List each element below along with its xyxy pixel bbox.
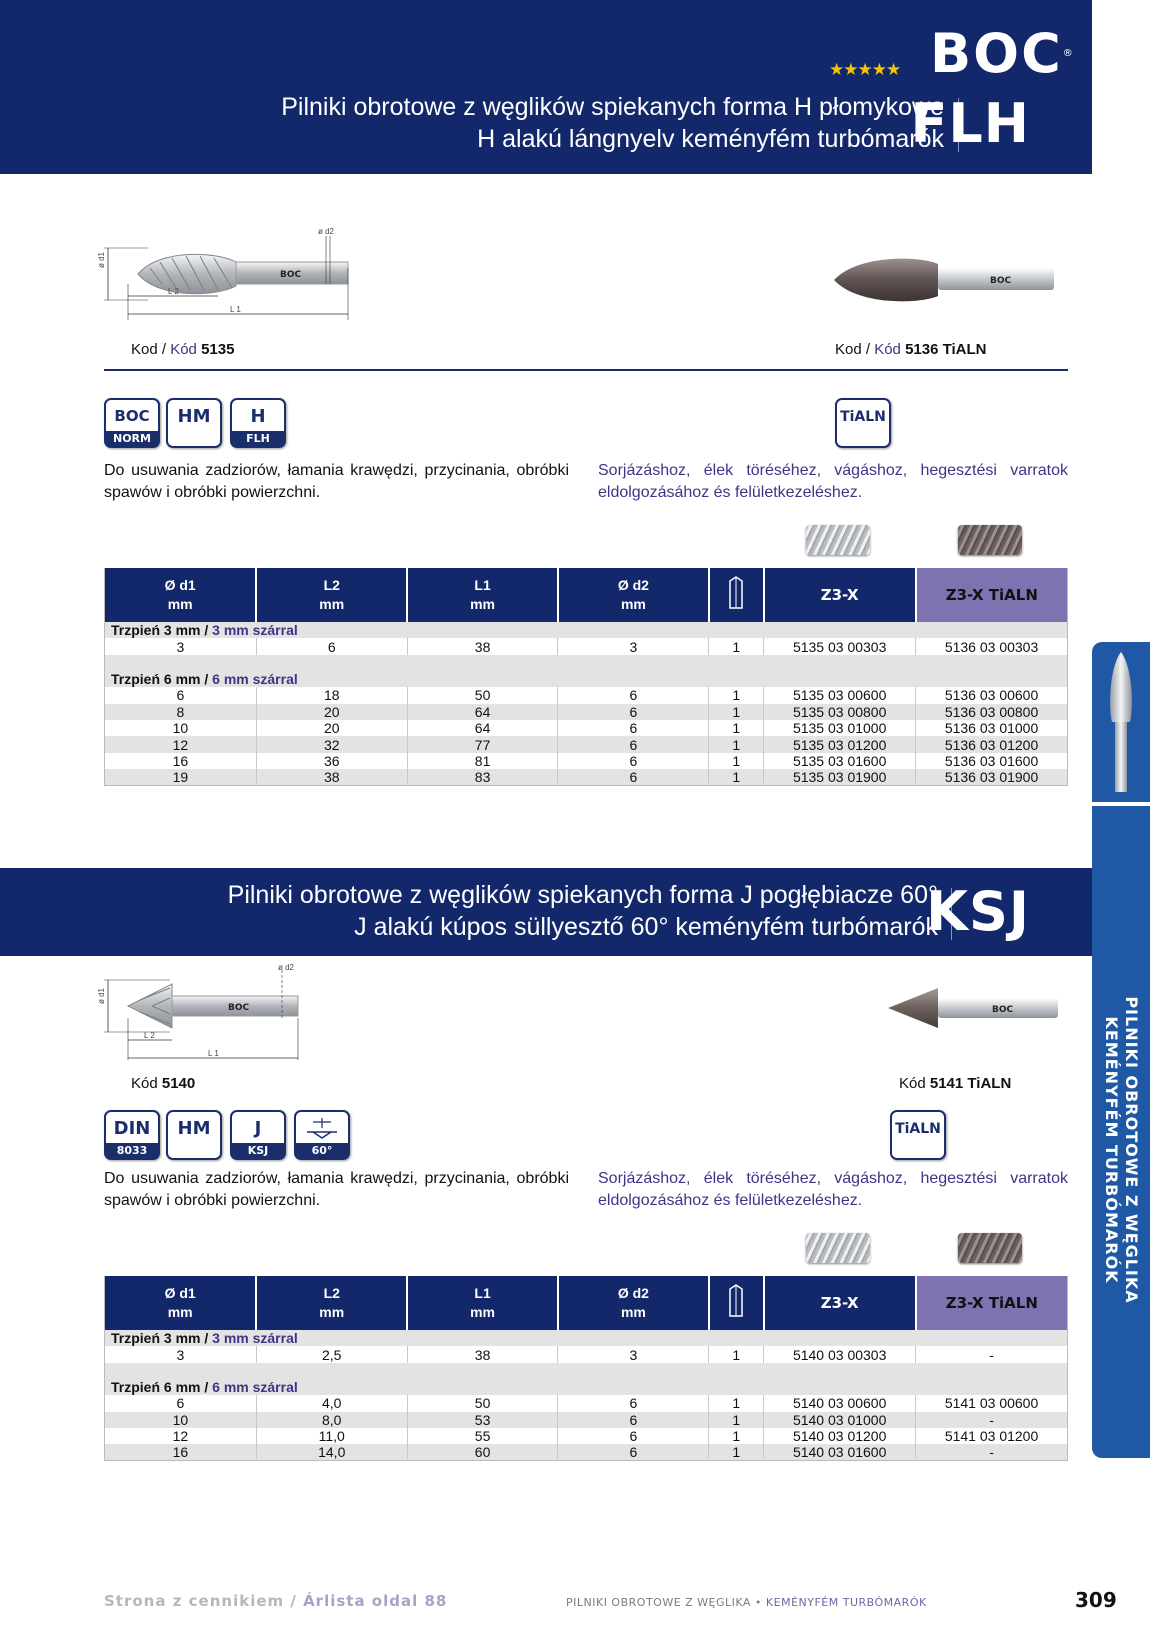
caption-code-right: Kód 5141 TiALN [899, 1075, 1012, 1092]
description-hu: Sorjázáshoz, élek töréséhez, vágáshoz, hegesztési varratok eldolgozásához és felületkezeléshez. [598, 1170, 1068, 1209]
table-row: 16 14,0 60 6 1 5140 03 01600 - [105, 1444, 1068, 1461]
footer-price-list-ref: Strona z cennikiem / Árlista oldal 88 [104, 1592, 448, 1610]
dim-label-d2: ø d2 [318, 227, 335, 236]
badge-tialn: TiALN [835, 398, 891, 448]
caption-code-right: Kod / Kód 5136 TiALN [835, 341, 987, 358]
tool-mark: BOC [228, 1003, 250, 1013]
col-header-l2: L2 mm [256, 1276, 407, 1330]
table-row: 12 11,0 55 6 1 5140 03 01200 5141 03 01200 [105, 1428, 1068, 1444]
description-hu: Sorjázáshoz, élek töréséhez, vágáshoz, hegesztési varratok eldolgozásához és felületkezeléshez. [598, 462, 1068, 501]
title-hu: J alakú kúpos süllyesztő 60° keményfém turbómarók [354, 913, 938, 941]
col-header-z3x-tialn: Z3-X TiALN [916, 568, 1068, 622]
badge-h-flh: H FLH [230, 398, 286, 448]
col-header-l1: L1 mm [407, 1276, 558, 1330]
badge-tialn: TiALN [890, 1110, 946, 1160]
side-tab-text: PILNIKI OBROTOWE Z WĘGLIKA KEMÉNYFÉM TURBÓMARÓK [1102, 996, 1141, 1304]
rating-stars: ★★★★★ [829, 60, 901, 79]
dim-label-d1: ø d1 [97, 987, 106, 1004]
table-row: 12 32 77 6 1 5135 03 01200 5136 03 01200 [105, 736, 1068, 752]
dim-label-l1: L 1 [208, 1049, 219, 1058]
tool-mark: BOC [280, 270, 302, 280]
col-header-z3x: Z3-X [764, 1276, 916, 1330]
title-hu: H alakú lángnyelv keményfém turbómarók [477, 125, 944, 153]
brand-logo [930, 22, 1075, 85]
header-banner-ksj [0, 868, 1092, 956]
col-header-d1: Ø d1 mm [105, 1276, 257, 1330]
countersink-icon [296, 1112, 348, 1144]
badge-hm: HM [166, 1110, 222, 1160]
product-table-ksj [104, 1276, 1068, 1461]
coating-swatch-silver [806, 525, 870, 555]
tool-drawing-5135 [97, 227, 380, 338]
col-header-d2: Ø d2 mm [558, 568, 709, 622]
tool-photo-5136 [828, 250, 1068, 310]
table-group-row: Trzpień 6 mm / 6 mm szárral [105, 1379, 1068, 1395]
section-code: KSJ [926, 880, 1030, 943]
description-pl: Do usuwania zadziorów, łamania krawędzi, przycinania, obróbki spawów i obróbki powierzchni. [104, 1170, 569, 1209]
package-icon [709, 568, 764, 622]
table-group-row: Trzpień 6 mm / 6 mm szárral [105, 671, 1068, 687]
badge-boc-norm: BOC NORM [104, 398, 160, 448]
product-table-flh [104, 568, 1068, 786]
side-tab-top [1092, 642, 1150, 802]
table-group-row: Trzpień 3 mm / 3 mm szárral [105, 1330, 1068, 1346]
col-header-z3x: Z3-X [764, 568, 916, 622]
table-row: 6 4,0 50 6 1 5140 03 00600 5141 03 00600 [105, 1395, 1068, 1411]
coating-swatch-silver [806, 1233, 870, 1263]
footer-category: PILNIKI OBROTOWE Z WĘGLIKA • KEMÉNYFÉM TURBÓMARÓK [566, 1596, 927, 1609]
badge-countersink-60: 60° [294, 1110, 350, 1160]
caption-code-left: Kod / Kód 5135 [131, 341, 235, 358]
dim-label-l1: L 1 [230, 305, 241, 314]
table-row: 16 36 81 6 1 5135 03 01600 5136 03 01600 [105, 753, 1068, 769]
title-pl: Pilniki obrotowe z węglików spiekanych forma J pogłębiacze 60° [227, 881, 938, 909]
dim-label-l2: L 2 [144, 1031, 155, 1040]
table-row: 10 8,0 53 6 1 5140 03 01000 - [105, 1412, 1068, 1428]
table-header-row [105, 1276, 1068, 1330]
table-spacer [105, 655, 1068, 671]
tool-mark: BOC [992, 1005, 1014, 1015]
registered-mark: ® [1062, 48, 1075, 59]
logo-text: BOC [930, 22, 1063, 85]
table-group-row: Trzpień 3 mm / 3 mm szárral [105, 622, 1068, 638]
header-banner-flh [0, 0, 1092, 174]
package-icon [709, 1276, 764, 1330]
coating-swatch-tialn [958, 525, 1022, 555]
burr-icon [1092, 642, 1150, 802]
page-number: 309 [1075, 1588, 1117, 1612]
dim-label-d1: ø d1 [97, 251, 106, 268]
section-code: FLH [910, 92, 1030, 155]
table-spacer [105, 1363, 1068, 1379]
badge-din-8033: DIN 8033 [104, 1110, 160, 1160]
table-row: 10 20 64 6 1 5135 03 01000 5136 03 01000 [105, 720, 1068, 736]
col-header-l2: L2 mm [256, 568, 407, 622]
tool-photo-5141 [886, 984, 1066, 1032]
badge-j-ksj: J KSJ [230, 1110, 286, 1160]
caption-code-left: Kód 5140 [131, 1075, 196, 1092]
table-row: 3 6 38 3 1 5135 03 00303 5136 03 00303 [105, 638, 1068, 654]
col-header-z3x-tialn: Z3-X TiALN [916, 1276, 1068, 1330]
tool-drawing-5140 [97, 962, 340, 1062]
col-header-l1: L1 mm [407, 568, 558, 622]
dim-label-l2: L 2 [168, 287, 179, 296]
coating-swatch-tialn [958, 1233, 1022, 1263]
table-row: 6 18 50 6 1 5135 03 00600 5136 03 00600 [105, 687, 1068, 703]
badge-hm: HM [166, 398, 222, 448]
table-row: 3 2,5 38 3 1 5140 03 00303 - [105, 1346, 1068, 1362]
table-row: 19 38 83 6 1 5135 03 01900 5136 03 01900 [105, 769, 1068, 786]
table-row: 8 20 64 6 1 5135 03 00800 5136 03 00800 [105, 704, 1068, 720]
description-pl: Do usuwania zadziorów, łamania krawędzi, przycinania, obróbki spawów i obróbki powierzchni. [104, 462, 569, 501]
dim-label-d2: ø d2 [278, 963, 295, 972]
tool-mark: BOC [990, 276, 1012, 286]
title-pl: Pilniki obrotowe z węglików spiekanych forma H płomykowe [281, 93, 944, 121]
col-header-d2: Ø d2 mm [558, 1276, 709, 1330]
table-header-row [105, 568, 1068, 622]
col-header-d1: Ø d1 mm [105, 568, 257, 622]
section-divider [104, 369, 1068, 371]
